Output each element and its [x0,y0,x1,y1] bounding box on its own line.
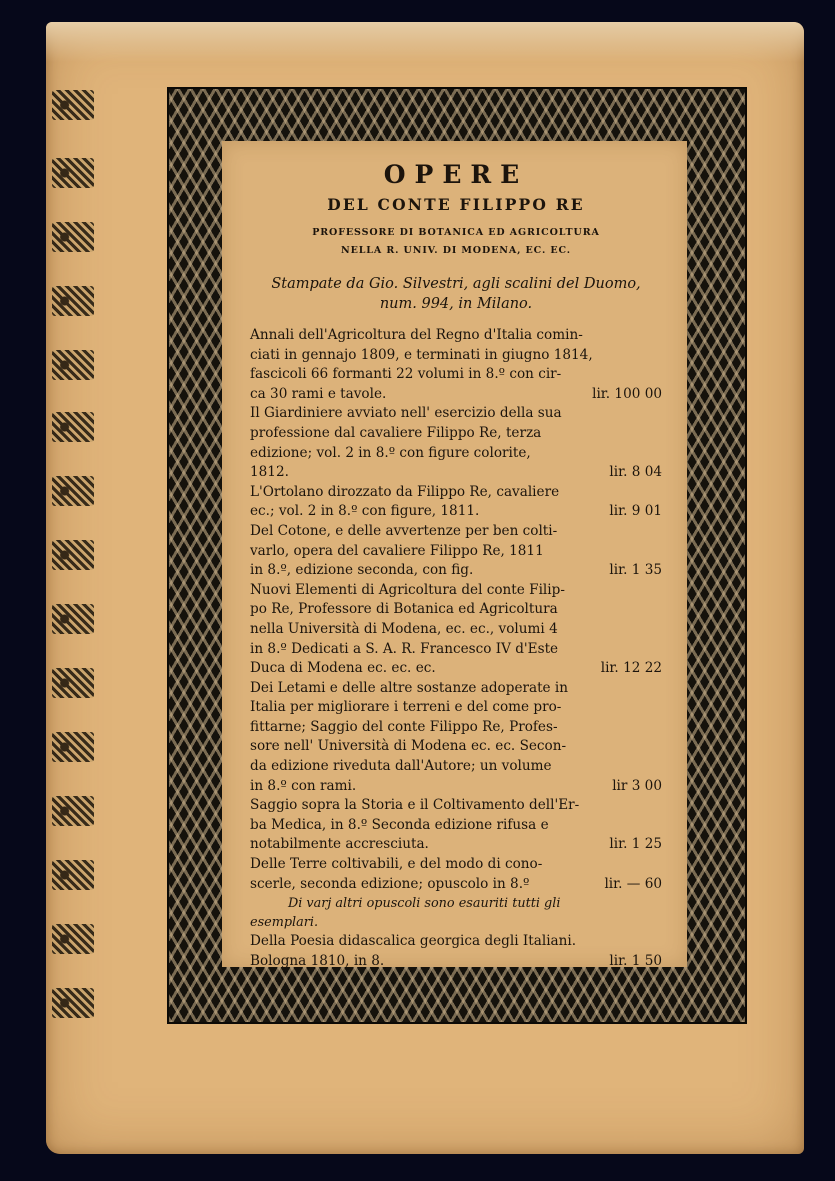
entry-line: sore nell' Università di Modena ec. ec. Secon- [250,738,567,755]
imprint-line: Stampate da Gio. Silvestri, agli scalini del Duomo, [271,276,641,292]
entry-line [250,835,662,855]
catalogue-entry-terre-coltivabili [250,855,662,894]
binding-stitch [52,988,94,1018]
entry-text: Bologna 1810, in 8. [250,952,385,969]
entry-line: Il Giardiniere avviato nell' esercizio della sua [250,405,562,422]
entry-line [250,875,662,895]
binding-stitch [52,158,94,188]
entry-line: edizione; vol. 2 in 8.º con figure colorite, [250,444,531,461]
catalogue-entry-erba-medica [250,796,662,855]
title-opere: OPERE [383,160,529,189]
binding-stitch [52,476,94,506]
entry-price: lir. 1 50 [609,952,662,969]
entry-text: ca 30 rami e tavole. [250,385,387,402]
entry-price: lir. 100 00 [592,385,662,402]
entry-line [250,659,662,679]
entry-line: fascicoli 66 formanti 22 volumi in 8.º con cir- [250,366,562,383]
catalogue-entry-ortolano [250,483,662,522]
entry-line: in 8.º Dedicati a S. A. R. Francesco IV d'Este [250,640,559,657]
imprint [250,274,662,314]
imprint-line: num. 994, in Milano. [379,296,533,312]
entry-text: in 8.º con rami. [250,777,357,794]
note-line: esemplari. [250,915,319,931]
entry-price: lir. 1 35 [609,562,662,579]
binding-stitch [52,412,94,442]
entry-price: lir. — 60 [604,875,662,892]
catalogue-note [250,894,662,932]
catalogue-entry-cotone [250,522,662,581]
binding-stitch [52,286,94,316]
catalogue-list [250,326,662,971]
entry-line [250,502,662,522]
catalogue-entry-letami [250,679,662,797]
entry-text: 1812. [250,464,289,481]
entry-price: lir 3 00 [612,777,662,794]
entry-price: lir. 8 04 [609,464,662,481]
entry-line [250,463,662,483]
entry-price: lir. 1 25 [609,836,662,853]
entry-line: Della Poesia didascalica georgica degli Italiani. [250,933,577,950]
binding-stitch [52,90,94,120]
cover-text [250,160,662,971]
binding-stitch [52,540,94,570]
binding-stitch [52,924,94,954]
catalogue-entry-poesia-didascalica [250,932,662,971]
entry-line [250,952,662,972]
entry-line: Dei Letami e delle altre sostanze adoperate in [250,679,569,696]
title-university-line: NELLA R. UNIV. DI MODENA, EC. EC. [340,245,572,256]
entry-line: Annali dell'Agricoltura del Regno d'Italia comin- [250,327,583,343]
entry-line: L'Ortolano dirozzato da Filippo Re, cavaliere [250,483,560,500]
entry-line: nella Università di Modena, ec. ec., volumi 4 [250,620,558,637]
binding-stitch [52,668,94,698]
entry-line: Saggio sopra la Storia e il Coltivamento dell'Er- [250,797,580,814]
title-author: DEL CONTE FILIPPO RE [327,195,585,214]
entry-line [250,561,662,581]
catalogue-entry-giardiniere [250,404,662,482]
entry-line: ba Medica, in 8.º Seconda edizione rifusa e [250,816,549,833]
entry-line: da edizione riveduta dall'Autore; un volume [250,758,552,775]
entry-line: fittarne; Saggio del conte Filippo Re, Profes- [250,718,558,735]
entry-line: Delle Terre coltivabili, e del modo di cono- [250,856,543,873]
entry-line: Italia per migliorare i terreni e del come pro- [250,699,562,716]
binding-stitch [52,350,94,380]
title-professor-line: PROFESSORE DI BOTANICA ED AGRICOLTURA [312,227,600,238]
entry-text: ec.; vol. 2 in 8.º con figure, 1811. [250,503,480,520]
binding-stitch [52,796,94,826]
entry-line: Nuovi Elementi di Agricoltura del conte Filip- [250,581,565,598]
entry-line: ciati in gennajo 1809, e terminati in giugno 1814, [250,346,593,363]
entry-text: Duca di Modena ec. ec. ec. [250,660,436,677]
entry-text: in 8.º, edizione seconda, con fig. [250,562,474,579]
binding-stitch [52,222,94,252]
binding-stitch [52,604,94,634]
catalogue-entry-nuovi-elementi [250,581,662,679]
entry-price: lir. 12 22 [600,660,662,677]
note-line: Di varj altri opuscoli sono esauriti tutti gli [288,896,561,912]
entry-line: professione dal cavaliere Filippo Re, terza [250,424,542,441]
entry-line [250,777,662,797]
entry-line: Del Cotone, e delle avvertenze per ben colti- [250,522,558,539]
binding-stitch [52,732,94,762]
entry-price: lir. 9 01 [609,503,662,520]
entry-line [250,385,662,405]
entry-line: po Re, Professore di Botanica ed Agricoltura [250,601,558,618]
entry-text: notabilmente accresciuta. [250,836,429,853]
entry-line: varlo, opera del cavaliere Filippo Re, 1811 [250,542,544,559]
catalogue-entry-annali [250,326,662,404]
entry-text: scerle, seconda edizione; opuscolo in 8.º [250,875,530,892]
binding-stitch [52,860,94,890]
